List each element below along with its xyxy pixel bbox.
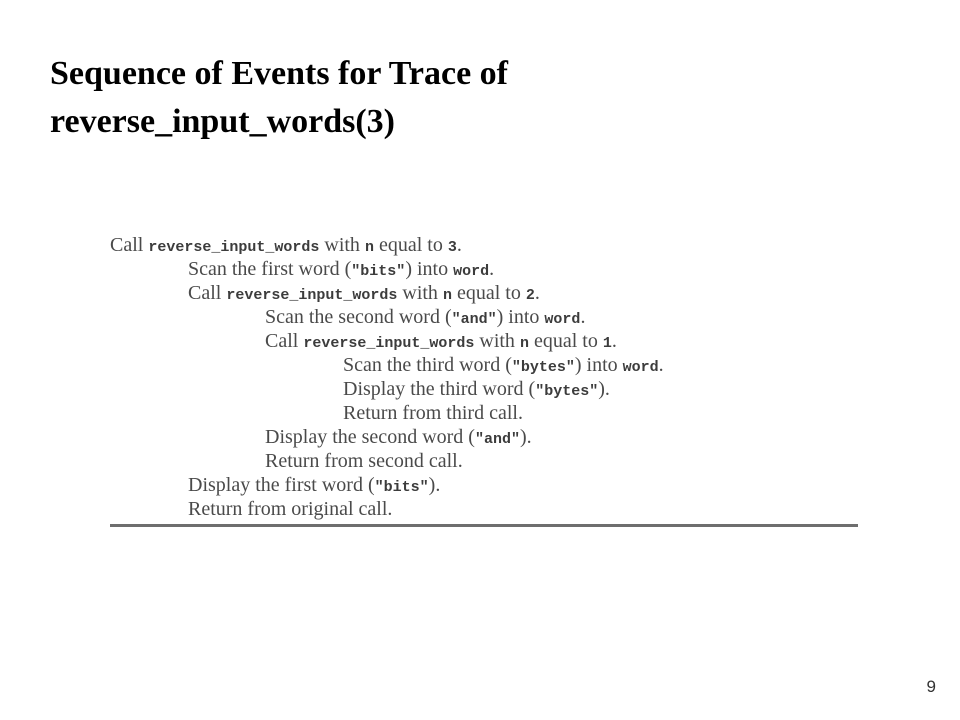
trace-code: word bbox=[453, 263, 490, 280]
trace-code: reverse_input_words bbox=[303, 335, 475, 352]
trace-line bbox=[188, 257, 494, 284]
trace-line bbox=[188, 473, 440, 500]
trace-code: "bits" bbox=[351, 263, 406, 280]
trace-line bbox=[265, 425, 532, 452]
trace-text: . bbox=[456, 234, 462, 256]
slide-title-line-1: Sequence of Events for Trace of bbox=[50, 55, 508, 92]
trace-code: n bbox=[364, 239, 374, 256]
trace-text: Return from second call. bbox=[265, 450, 463, 472]
trace-text: Return from original call. bbox=[188, 498, 393, 520]
trace-text: with bbox=[397, 282, 443, 304]
trace-text: equal to bbox=[373, 234, 448, 256]
trace-text: Display the third word ( bbox=[343, 378, 536, 400]
trace-code: "and" bbox=[451, 311, 497, 328]
trace-line bbox=[188, 281, 540, 308]
trace-line bbox=[110, 233, 462, 260]
trace-text: . bbox=[611, 330, 617, 352]
trace-text: ) into bbox=[574, 354, 623, 376]
trace-text: Scan the second word ( bbox=[265, 306, 452, 328]
trace-line bbox=[343, 377, 610, 404]
trace-line bbox=[343, 353, 664, 380]
trace-line bbox=[265, 305, 585, 332]
trace-text: with bbox=[474, 330, 520, 352]
trace-figure bbox=[110, 233, 860, 533]
slide-title-line-2: reverse_input_words(3) bbox=[50, 103, 395, 140]
trace-code: reverse_input_words bbox=[148, 239, 320, 256]
trace-code: "bytes" bbox=[535, 383, 599, 400]
trace-code: "and" bbox=[474, 431, 520, 448]
trace-line bbox=[265, 329, 617, 356]
trace-text: ) into bbox=[496, 306, 545, 328]
trace-code: "bytes" bbox=[511, 359, 575, 376]
slide-title bbox=[50, 50, 910, 146]
trace-text: ). bbox=[519, 426, 532, 448]
trace-text: . bbox=[534, 282, 540, 304]
trace-code: word bbox=[622, 359, 659, 376]
trace-line bbox=[188, 497, 392, 521]
trace-text: ). bbox=[428, 474, 441, 496]
trace-text: ). bbox=[598, 378, 610, 400]
trace-text: Display the first word ( bbox=[188, 474, 375, 496]
trace-text: . bbox=[580, 306, 586, 328]
trace-text: equal to bbox=[451, 282, 526, 304]
trace-text: Call bbox=[265, 330, 304, 352]
trace-line bbox=[265, 449, 463, 473]
trace-text: Display the second word ( bbox=[265, 426, 475, 448]
trace-text: Return from third call. bbox=[343, 402, 523, 424]
trace-code: 1 bbox=[602, 335, 612, 352]
trace-code: word bbox=[544, 311, 581, 328]
trace-code: reverse_input_words bbox=[226, 287, 398, 304]
figure-rule bbox=[110, 524, 858, 527]
trace-text: Call bbox=[110, 234, 149, 256]
page-number: 9 bbox=[926, 677, 936, 696]
trace-code: 2 bbox=[525, 287, 535, 304]
trace-text: with bbox=[319, 234, 365, 256]
trace-code: "bits" bbox=[374, 479, 429, 496]
trace-code: n bbox=[519, 335, 529, 352]
trace-text: . bbox=[489, 258, 495, 280]
trace-text: equal to bbox=[528, 330, 603, 352]
trace-line bbox=[343, 401, 523, 425]
trace-text: Call bbox=[188, 282, 227, 304]
trace-text: Scan the third word ( bbox=[343, 354, 512, 376]
trace-code: n bbox=[442, 287, 452, 304]
trace-text: Scan the first word ( bbox=[188, 258, 352, 280]
trace-text: ) into bbox=[405, 258, 454, 280]
trace-text: . bbox=[658, 354, 664, 376]
trace-code: 3 bbox=[447, 239, 457, 256]
